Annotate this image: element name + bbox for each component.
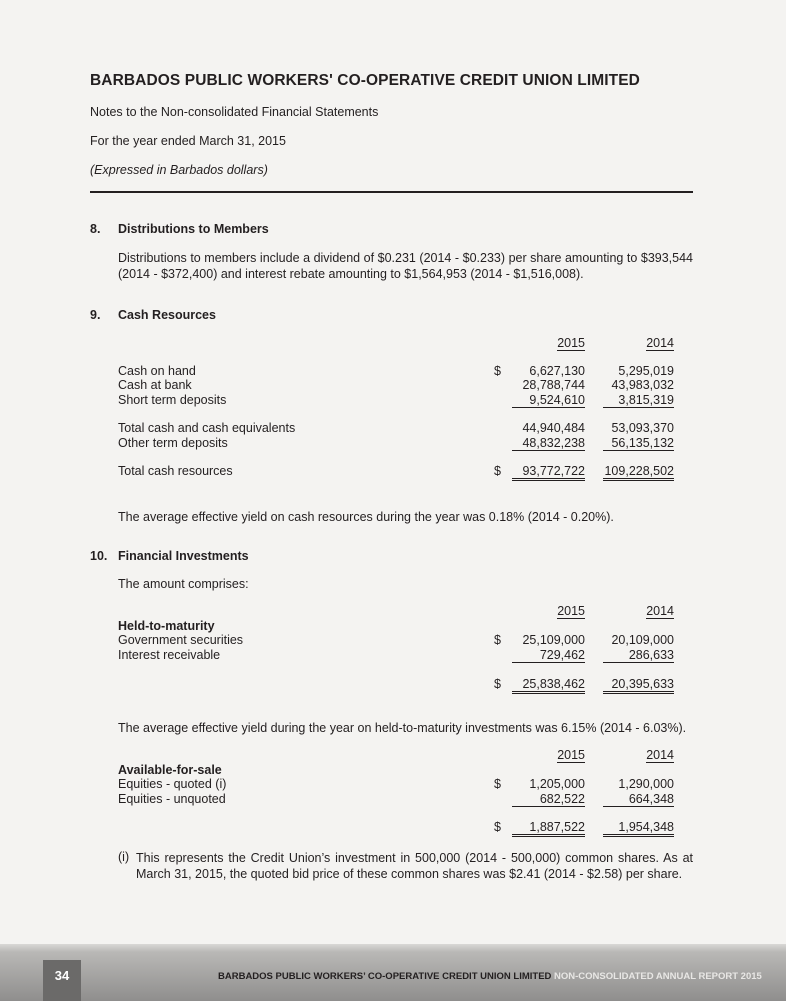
note9-total-2014: 109,228,502	[603, 464, 674, 481]
note9-heading: Cash Resources	[118, 308, 216, 322]
htm-row-2014: 286,633	[603, 648, 674, 663]
document-title: BARBADOS PUBLIC WORKERS' CO-OPERATIVE CREDIT UNION LIMITED	[90, 72, 640, 89]
note9-row-label: Cash at bank	[118, 378, 192, 392]
note9-total-2015: 93,772,722	[512, 464, 585, 481]
note10-heading: Financial Investments	[118, 549, 249, 563]
note9-row-label: Total cash and cash equivalents	[118, 421, 296, 435]
note9-row-2015: 9,524,610	[512, 393, 585, 408]
note9-col-2014: 2014	[646, 336, 674, 350]
htm-row-label: Government securities	[118, 633, 244, 647]
afs-heading: Available-for-sale	[118, 763, 222, 777]
currency-symbol: $	[494, 364, 501, 378]
note8-text: Distributions to members include a dividend of $0.231 (2014 - $0.233) per share amounting to $393,544 (2014 - $372,400) and interest rebate amounting to $1,564,953 (2014 - $1,516,008).	[118, 251, 693, 281]
afs-col-2014: 2014	[646, 748, 674, 762]
htm-row-2014: 20,109,000	[611, 633, 674, 647]
currency-symbol: $	[494, 677, 501, 691]
note9-yield-text: The average effective yield on cash resources during the year was 0.18% (2014 - 0.20%).	[118, 510, 614, 524]
afs-row-2015: 1,205,000	[529, 777, 585, 791]
afs-row-2014: 1,290,000	[618, 777, 674, 791]
note9-row-2015: 44,940,484	[522, 421, 585, 435]
note8-heading: Distributions to Members	[118, 222, 269, 236]
afs-col-2015: 2015	[557, 748, 585, 762]
currency-symbol: $	[494, 633, 501, 647]
note9-row-2015: 28,788,744	[522, 378, 585, 392]
htm-row-label: Interest receivable	[118, 648, 221, 662]
note9-row-label: Short term deposits	[118, 393, 227, 407]
footer-caption	[218, 971, 762, 982]
footer-org-name: BARBADOS PUBLIC WORKERS’ CO-OPERATIVE CREDIT UNION LIMITED	[218, 971, 552, 982]
afs-row-2015: 682,522	[512, 792, 585, 807]
page-number: 34	[43, 960, 81, 1001]
note10-intro: The amount comprises:	[118, 577, 249, 591]
htm-col-2014: 2014	[646, 604, 674, 618]
header-divider	[90, 191, 693, 193]
afs-row-label: Equities - unquoted	[118, 792, 226, 806]
htm-heading: Held-to-maturity	[118, 619, 215, 633]
footer-report-name: NON-CONSOLIDATED ANNUAL REPORT 2015	[554, 971, 762, 982]
afs-footnote-marker: (i)	[118, 850, 130, 864]
note9-row-2014: 56,135,132	[603, 436, 674, 451]
note8-number: 8.	[90, 222, 101, 236]
afs-total-2015: 1,887,522	[512, 820, 585, 837]
htm-yield-text: The average effective yield during the year on held-to-maturity investments was 6.15% (2014 - 6.03%).	[118, 721, 687, 735]
note9-row-2014: 53,093,370	[611, 421, 674, 435]
note9-row-label: Cash on hand	[118, 364, 196, 378]
note9-row-label: Other term deposits	[118, 436, 228, 450]
document-subtitle: Notes to the Non-consolidated Financial Statements	[90, 105, 379, 119]
note9-total-label: Total cash resources	[118, 464, 233, 478]
htm-col-2015: 2015	[557, 604, 585, 618]
afs-row-2014: 664,348	[603, 792, 674, 807]
currency-symbol: $	[494, 464, 501, 478]
currency-symbol: $	[494, 820, 501, 834]
note10-number: 10.	[90, 549, 108, 563]
note9-col-2015: 2015	[557, 336, 585, 350]
note9-row-2015: 48,832,238	[512, 436, 585, 451]
afs-total-2014: 1,954,348	[603, 820, 674, 837]
note9-number: 9.	[90, 308, 101, 322]
htm-row-2015: 25,109,000	[522, 633, 585, 647]
htm-row-2015: 729,462	[512, 648, 585, 663]
currency-symbol: $	[494, 777, 501, 791]
afs-row-label: Equities - quoted (i)	[118, 777, 227, 791]
note9-row-2014: 43,983,032	[611, 378, 674, 392]
htm-total-2014: 20,395,633	[603, 677, 674, 694]
reporting-period: For the year ended March 31, 2015	[90, 134, 286, 148]
htm-total-2015: 25,838,462	[512, 677, 585, 694]
note9-row-2014: 3,815,319	[603, 393, 674, 408]
currency-note: (Expressed in Barbados dollars)	[90, 163, 268, 177]
note9-row-2015: 6,627,130	[529, 364, 585, 378]
note9-row-2014: 5,295,019	[618, 364, 674, 378]
afs-footnote-text: This represents the Credit Union’s investment in 500,000 (2014 - 500,000) common shares. As at March 31, 2015, the quoted bid price of these common shares was $2.41 (2014 - $2.58) per share.	[136, 851, 693, 881]
